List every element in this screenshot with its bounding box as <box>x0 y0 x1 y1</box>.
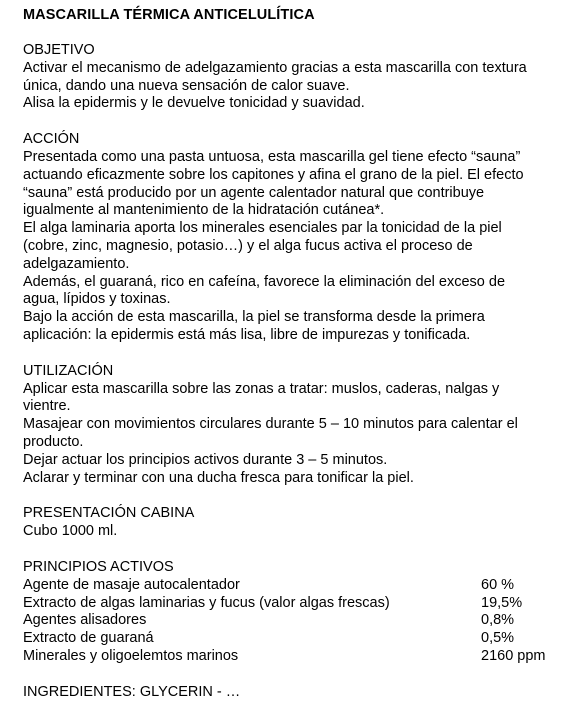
document-page <box>23 6 583 702</box>
section-presentacion <box>23 505 583 541</box>
active-ingredient-row <box>23 577 583 595</box>
accion-line: El alga laminaria aporta los minerales esenciales par la tonicidad de la piel <box>23 220 502 237</box>
accion-line: Además, el guaraná, rico en cafeína, favorece la eliminación del exceso de <box>23 273 506 290</box>
objetivo-line: única, dando una nueva sensación de calor suave. <box>23 77 350 94</box>
accion-line: actuando eficazmente sobre los capitones y afina el grano de la piel. El efecto <box>23 166 524 183</box>
accion-line: Bajo la acción de esta mascarilla, la piel se transforma desde la primera <box>23 309 485 326</box>
utilizacion-line: producto. <box>23 433 84 450</box>
objetivo-line: Activar el mecanismo de adelgazamiento gracias a esta mascarilla con textura <box>23 59 527 76</box>
utilizacion-line: vientre. <box>23 398 71 415</box>
accion-line: aplicación: la epidermis está más lisa, libre de impurezas y tonificada. <box>23 326 471 343</box>
accion-heading: ACCIÓN <box>23 131 80 148</box>
active-ingredient-row <box>23 612 583 630</box>
active-ingredient-value: 2160 ppm <box>481 647 546 664</box>
active-ingredient-value: 19,5% <box>481 594 523 611</box>
objetivo-line: Alisa la epidermis y le devuelve tonicidad y suavidad. <box>23 95 365 112</box>
section-utilizacion <box>23 363 583 488</box>
presentacion-heading: PRESENTACIÓN CABINA <box>23 505 195 522</box>
presentacion-line: Cubo 1000 ml. <box>23 523 118 540</box>
active-ingredient-name: Agente de masaje autocalentador <box>23 576 240 593</box>
active-ingredient-value: 0,5% <box>481 630 515 647</box>
active-ingredient-name: Minerales y oligoelemtos marinos <box>23 647 239 664</box>
active-ingredient-name: Extracto de algas laminarias y fucus (valor algas frescas) <box>23 594 390 611</box>
accion-line: agua, lípidos y toxinas. <box>23 291 171 308</box>
active-ingredient-row <box>23 648 583 666</box>
active-ingredient-value: 0,8% <box>481 612 515 629</box>
utilizacion-line: Masajear con movimientos circulares durante 5 – 10 minutos para calentar el <box>23 416 518 433</box>
accion-line: (cobre, zinc, magnesio, potasio…) y el alga fucus activa el proceso de <box>23 237 473 254</box>
active-ingredient-row <box>23 630 583 648</box>
accion-line: Presentada como una pasta untuosa, esta mascarilla gel tiene efecto “sauna” <box>23 148 521 165</box>
section-accion <box>23 131 583 345</box>
active-ingredient-name: Agentes alisadores <box>23 612 147 629</box>
objetivo-heading: OBJETIVO <box>23 42 95 58</box>
section-ingredientes <box>23 684 583 702</box>
utilizacion-heading: UTILIZACIÓN <box>23 362 114 379</box>
ingredients-line: INGREDIENTES: GLYCERIN - … <box>23 683 241 700</box>
accion-line: “sauna” está producido por un agente calentador natural que contribuye <box>23 184 485 201</box>
active-ingredient-row <box>23 595 583 613</box>
principios-heading: PRINCIPIOS ACTIVOS <box>23 558 174 575</box>
utilizacion-line: Aplicar esta mascarilla sobre las zonas a tratar: muslos, caderas, nalgas y <box>23 380 500 397</box>
section-principios <box>23 559 583 666</box>
active-ingredient-name: Extracto de guaraná <box>23 630 154 647</box>
utilizacion-line: Dejar actuar los principios activos durante 3 – 5 minutos. <box>23 451 388 468</box>
active-ingredient-value: 60 % <box>481 576 515 593</box>
utilizacion-line: Aclarar y terminar con una ducha fresca para tonificar la piel. <box>23 469 414 486</box>
document-title: MASCARILLA TÉRMICA ANTICELULÍTICA <box>23 7 315 23</box>
accion-line: adelgazamiento. <box>23 255 130 272</box>
accion-line: igualmente al mantenimiento de la hidratación cutánea*. <box>23 202 385 219</box>
section-objetivo <box>23 42 583 113</box>
